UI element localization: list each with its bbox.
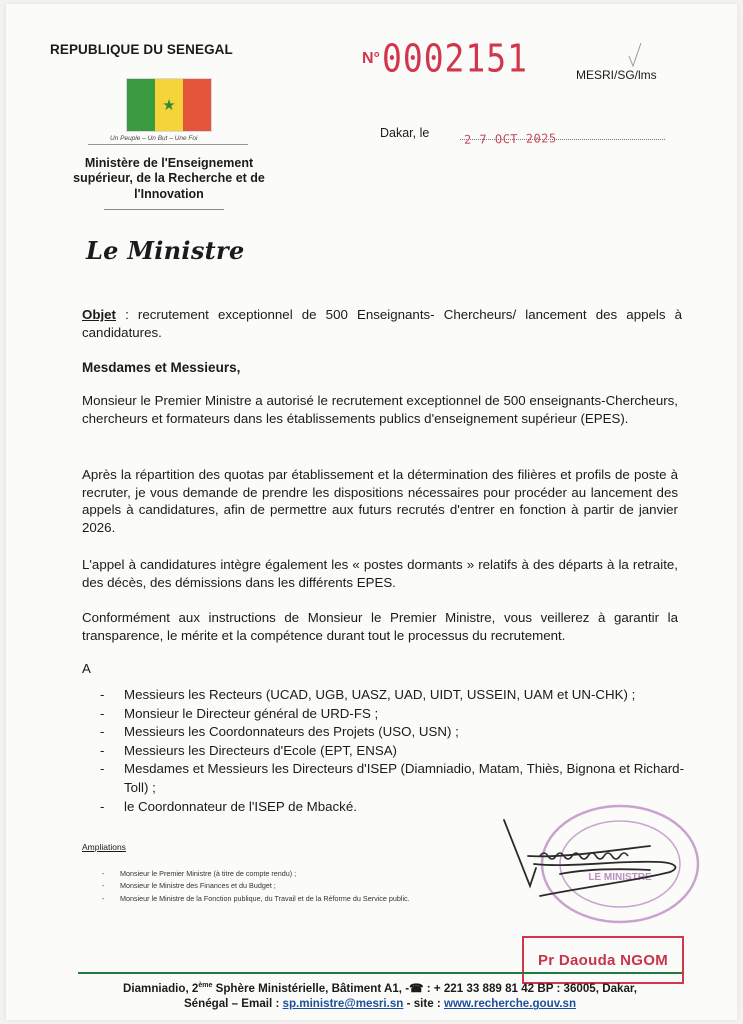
ampliations-list bbox=[102, 868, 410, 905]
document-number bbox=[362, 36, 529, 81]
recipients-list bbox=[100, 686, 690, 816]
paragraph-3: L'appel à candidatures intègre également les « postes dormants » relatifs à des départs à la retraite, des décès, des démissions dans les différents EPES. bbox=[82, 557, 678, 590]
recipient-item: - Messieurs les Coordonnateurs des Projets (USO, USN) ; bbox=[100, 724, 459, 740]
recipient-item: - le Coordonnateur de l'ISEP de Mbacké. bbox=[100, 798, 357, 814]
ampliation-item: - Monsieur le Ministre des Finances et du Budget ; bbox=[102, 881, 276, 891]
letter-title: Le Ministre bbox=[86, 236, 245, 265]
number-stamp: 0002151 bbox=[381, 36, 529, 81]
paragraph-2: Après la répartition des quotas par établissement et la détermination des filières et profils de poste à recruter, je vous demande de prendre les dispositions nécessaires pour procéder au lancement des appels à candidatures, afin de permettre aux futurs recrutés d'entrer en fonction à partir de janvier 2026. bbox=[82, 467, 678, 535]
date-stamp: 2 7 OCT 2025 bbox=[463, 131, 557, 147]
flag-red-band bbox=[183, 79, 211, 131]
ampliation-item: - Monsieur le Ministre de la Fonction publique, du Travail et de la Réforme du Service public. bbox=[102, 893, 410, 903]
email-link[interactable]: sp.ministre@mesri.sn bbox=[282, 997, 404, 1011]
motto-divider bbox=[88, 144, 248, 145]
republique-heading: REPUBLIQUE DU SENEGAL bbox=[50, 42, 233, 57]
flag-green-band bbox=[127, 79, 155, 131]
footer-divider bbox=[78, 972, 682, 974]
senegal-flag-icon bbox=[126, 78, 212, 132]
website-link[interactable]: www.recherche.gouv.sn bbox=[443, 997, 577, 1011]
recipient-item: - Messieurs les Directeurs d'Ecole (EPT, ENSA) bbox=[100, 742, 397, 758]
ministry-name: Ministère de l'Enseignement supérieur, de la Recherche et de l'Innovation bbox=[73, 156, 265, 201]
ministry-divider bbox=[104, 209, 224, 210]
recipient-item: - Monsieur le Directeur général de URD-FS ; bbox=[100, 705, 379, 721]
recipient-item: - Mesdames et Messieurs les Directeurs d'ISEP (Diamniadio, Matam, Thiès, Bignona et Richard-Toll) ; bbox=[100, 761, 685, 795]
check-mark-icon bbox=[628, 42, 642, 68]
footer-address: Diamniadio, 2ème Sphère Ministérielle, Bâtiment A1, -☎ : + 221 33 889 81 42 BP : 36005, Dakar, Sénégal – Email : sp.ministre@mesri.sn - site : www.recherche.gouv.sn bbox=[122, 981, 638, 1011]
recipient-item: - Messieurs les Recteurs (UCAD, UGB, UASZ, UAD, UIDT, USSEIN, UAM et UN-CHK) ; bbox=[100, 687, 636, 702]
objet-text: : recrutement exceptionnel de 500 Enseignants- Chercheurs/ lancement des appels à candidatures. bbox=[82, 307, 682, 340]
signature-icon bbox=[500, 816, 700, 908]
signer-stamp: Pr Daouda NGOM bbox=[522, 936, 684, 984]
flag-yellow-band bbox=[155, 79, 183, 131]
objet-label: Objet bbox=[82, 307, 116, 322]
national-motto: Un Peuple – Un But – Une Foi bbox=[110, 135, 198, 142]
paragraph-4: Conformément aux instructions de Monsieur le Premier Ministre, vous veillerez à garantir la transparence, le mérite et la compétence durant tout le processus du recrutement. bbox=[82, 610, 678, 643]
letter-page bbox=[6, 4, 737, 1020]
recipients-label: A bbox=[82, 661, 91, 676]
reference-code: MESRI/SG/lms bbox=[576, 68, 657, 82]
place-label: Dakar, le bbox=[380, 126, 430, 140]
number-label: N° bbox=[362, 50, 380, 67]
flag-star-icon: ★ bbox=[162, 96, 176, 114]
salutation: Mesdames et Messieurs, bbox=[82, 360, 241, 375]
paragraph-1: Monsieur le Premier Ministre a autorisé le recrutement exceptionnel de 500 enseignants-Chercheurs, chercheurs et formateurs dans les établissements publics d'enseignement supérieur (EPES). bbox=[82, 393, 678, 426]
ampliations-label: Ampliations bbox=[82, 842, 126, 852]
ampliation-item: - Monsieur le Premier Ministre (à titre de compte rendu) ; bbox=[102, 869, 297, 878]
seal-text: LE MINISTRE bbox=[588, 872, 652, 883]
objet-line bbox=[82, 306, 682, 341]
